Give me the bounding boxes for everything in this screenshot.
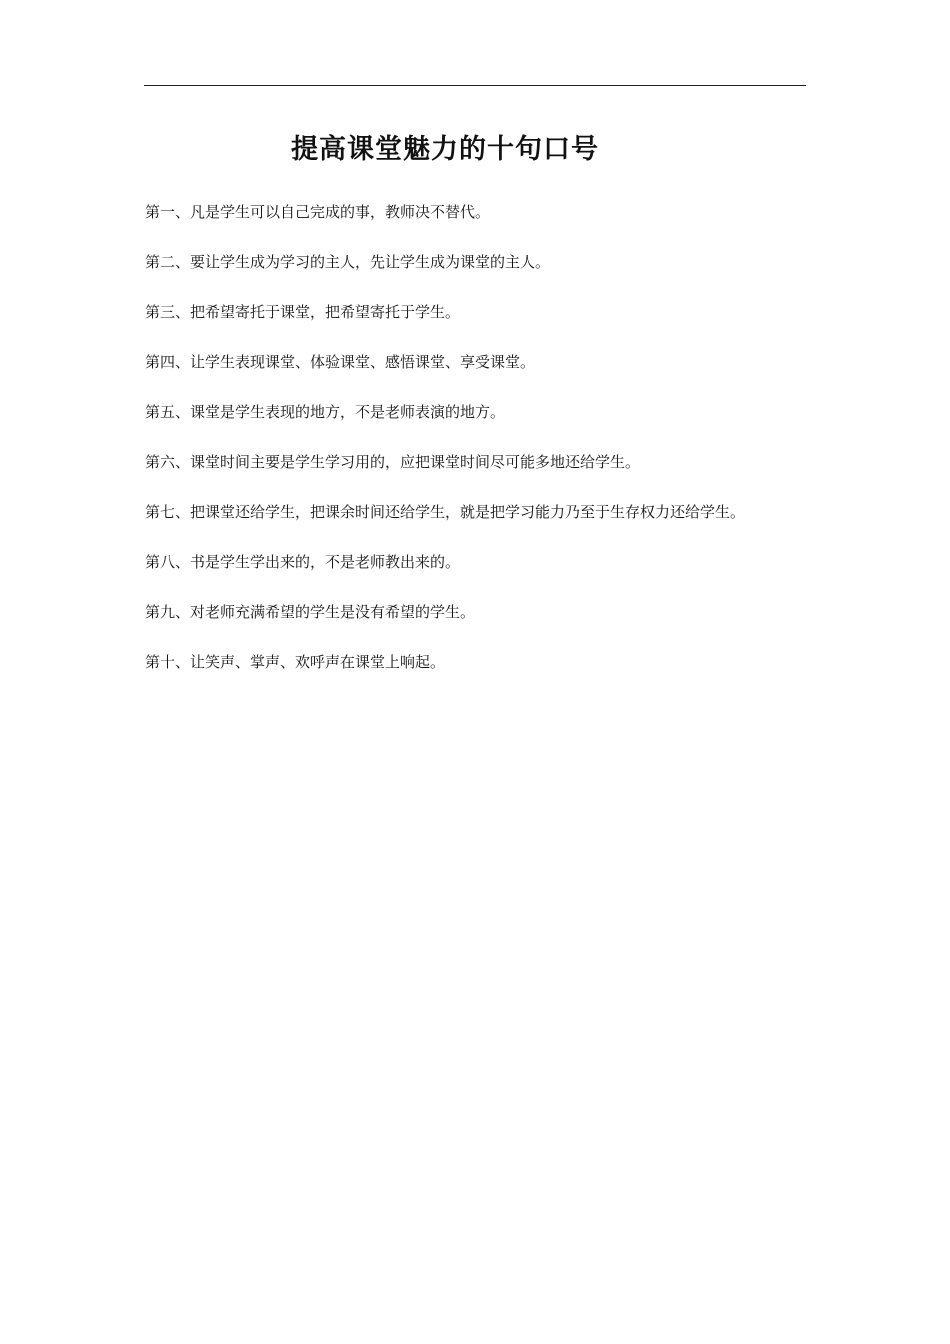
slogan-item-1: 第一、凡是学生可以自己完成的事，教师决不替代。: [145, 203, 491, 221]
slogan-item-7: 第七、把课堂还给学生，把课余时间还给学生，就是把学习能力乃至于生存权力还给学生。: [145, 503, 746, 521]
slogan-item-5: 第五、课堂是学生表现的地方，不是老师表演的地方。: [145, 403, 506, 421]
slogan-item-9: 第九、对老师充满希望的学生是没有希望的学生。: [145, 603, 476, 621]
slogan-item-2: 第二、要让学生成为学习的主人，先让学生成为课堂的主人。: [145, 253, 551, 271]
header-rule: [144, 85, 806, 86]
slogan-item-3: 第三、把希望寄托于课堂，把希望寄托于学生。: [145, 303, 461, 321]
slogan-list: [145, 198, 845, 698]
slogan-item-6: 第六、课堂时间主要是学生学习用的，应把课堂时间尽可能多地还给学生。: [145, 453, 641, 471]
slogan-item-4: 第四、让学生表现课堂、体验课堂、感悟课堂、享受课堂。: [145, 353, 536, 371]
slogan-item-10: 第十、让笑声、掌声、欢呼声在课堂上响起。: [145, 653, 446, 671]
slogan-item-8: 第八、书是学生学出来的，不是老师教出来的。: [145, 553, 461, 571]
document-title: 提高课堂魅力的十句口号: [291, 134, 599, 165]
